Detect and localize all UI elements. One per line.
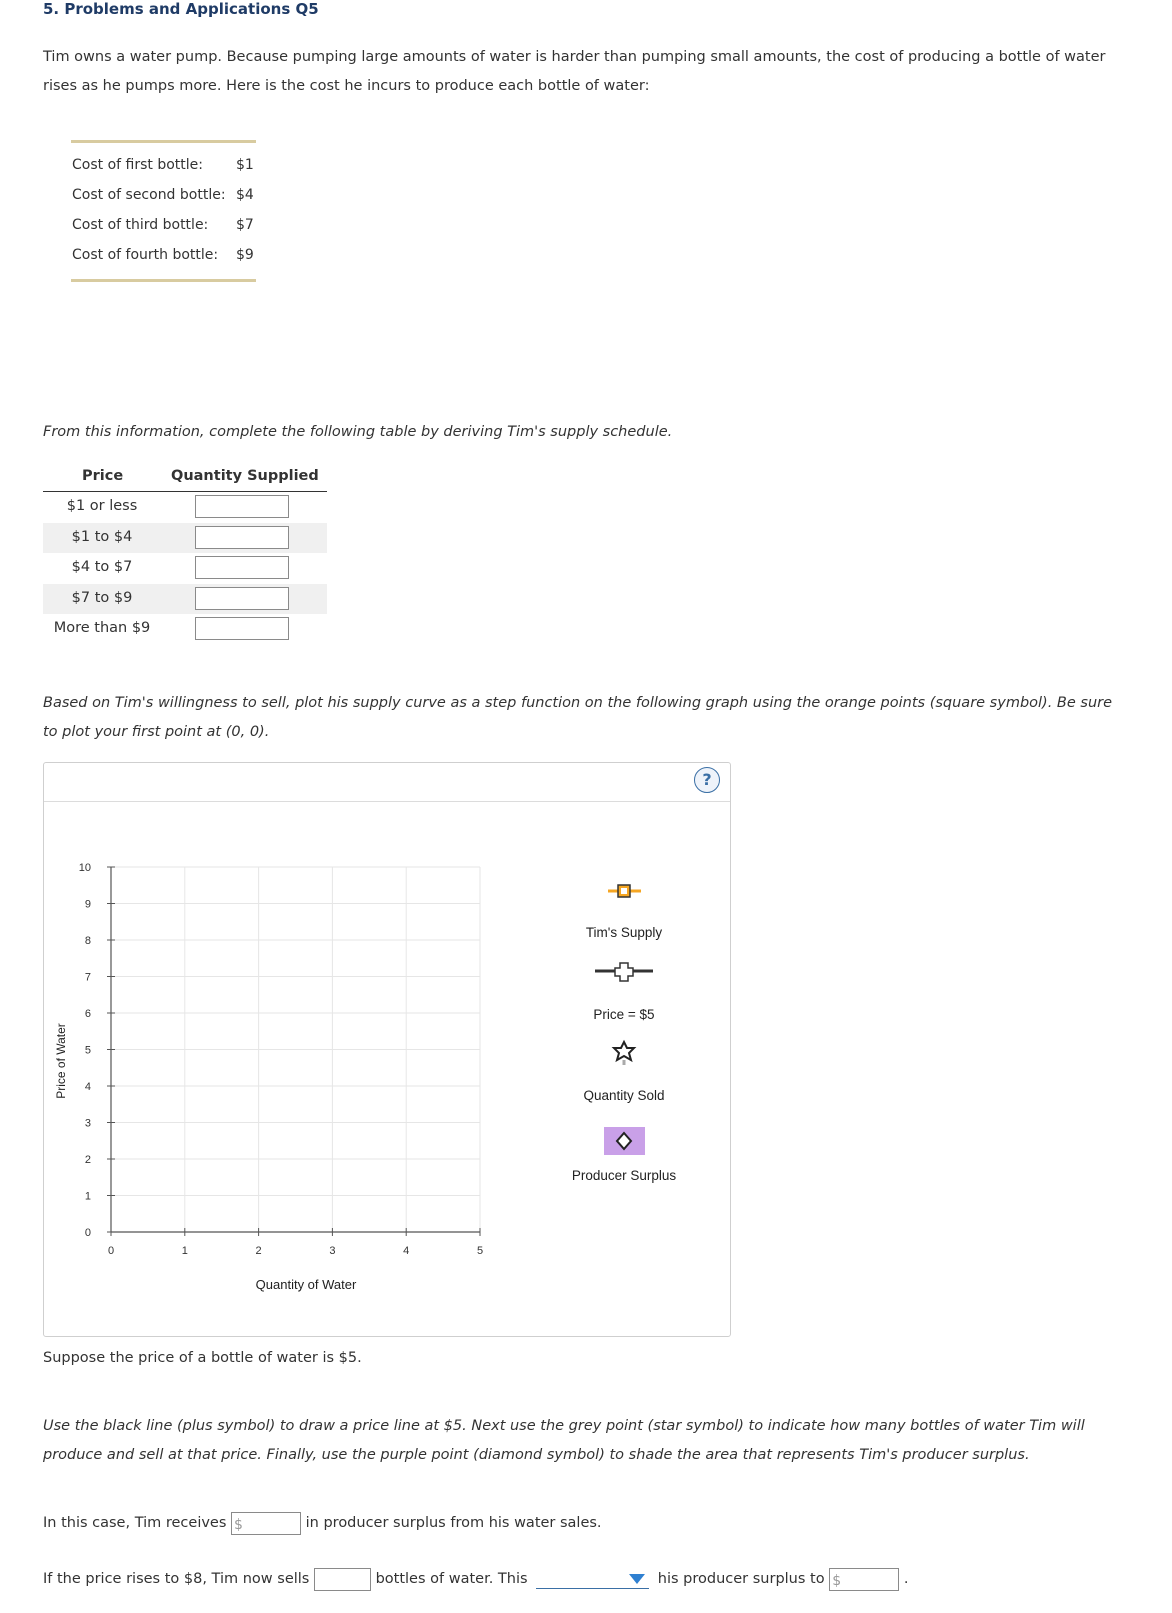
supply-legend-label: Tim's Supply [585, 925, 663, 940]
new-surplus-dollar-field[interactable] [829, 1566, 899, 1592]
y-tick-label: 5 [84, 1044, 91, 1057]
x-tick-label: 4 [403, 1245, 410, 1257]
price-range: $4 to $7 [71, 559, 133, 575]
quantity-input-1[interactable] [195, 495, 289, 518]
cost-value-4: $9 [236, 247, 254, 263]
x-tick-label: 0 [107, 1245, 115, 1257]
cost-value-2: $4 [236, 187, 254, 203]
y-tick-label: 8 [84, 935, 91, 947]
rises-middle-text: bottles of water. This [375, 1571, 528, 1587]
surplus-dollar-field[interactable] [231, 1510, 301, 1536]
price-range: More than $9 [53, 620, 151, 636]
x-tick-label: 2 [255, 1245, 262, 1257]
quantity-input-5[interactable] [195, 617, 289, 640]
y-tick-label: 3 [84, 1117, 91, 1130]
intro-text: Tim owns a water pump. Because pumping large amounts of water is harder than pumping small amounts, the cost of producing a bottle of water rises as he pumps more. Here is the cost he incurs to produce each bottle of water: [43, 49, 1106, 94]
price-range: $1 to $4 [71, 528, 133, 545]
receives-text: In this case, Tim receives [43, 1515, 227, 1531]
surplus-tool[interactable] [604, 1127, 645, 1155]
y-axis-label: Price of Water [54, 1023, 68, 1099]
page-title: 5. Problems and Applications Q5 [43, 0, 319, 18]
y-tick-label: 1 [84, 1190, 91, 1203]
period: . [903, 1571, 909, 1587]
x-axis-label: Quantity of Water [255, 1277, 357, 1292]
x-tick-label: 1 [181, 1245, 188, 1257]
quantity-input-4[interactable] [195, 587, 289, 610]
cost-table-top-rule [71, 140, 256, 143]
bottles-sold-input[interactable] [314, 1568, 371, 1591]
price-instruction: Use the black line (plus symbol) to draw a price line at $5. Next use the grey point (star symbol) to indicate how many bottles of water Tim will produce and sell at that price. Finally, use the purple point (diamond symbol) to shade the area that represents Tim's producer surplus. [43, 1418, 1085, 1463]
x-tick-label: 3 [329, 1245, 336, 1257]
change-dropdown[interactable] [536, 1570, 649, 1589]
y-tick-label: 10 [78, 862, 91, 874]
dollar-sign: $ [832, 1573, 842, 1589]
caret-down-icon [629, 1574, 645, 1584]
suppose-text: Suppose the price of a bottle of water is $5. [43, 1350, 362, 1366]
quantity-column-header: Quantity Supplied [171, 468, 319, 484]
supply-schedule-table [43, 461, 327, 645]
rises-after-text: his producer surplus to [657, 1571, 825, 1587]
supply-graph[interactable] [44, 763, 730, 1336]
price-line-tool[interactable] [595, 963, 653, 981]
receives-text-end: in producer surplus from his water sales. [305, 1515, 602, 1531]
producer-surplus-question [43, 1510, 1123, 1536]
square-icon-inner [621, 888, 627, 894]
schedule-row [43, 584, 327, 615]
y-tick-label: 4 [84, 1081, 91, 1093]
cost-label-2: Cost of second bottle: [72, 187, 226, 203]
x-tick-label: 5 [476, 1245, 484, 1257]
supply-tool[interactable] [608, 885, 641, 897]
schedule-row [43, 614, 327, 645]
dollar-sign: $ [234, 1517, 243, 1533]
rises-text: If the price rises to $8, Tim now sells [43, 1571, 310, 1587]
y-tick-label: 2 [84, 1154, 91, 1166]
cost-value-1: $1 [236, 157, 254, 173]
schedule-row [43, 553, 327, 584]
y-tick-label: 7 [84, 971, 91, 984]
cost-label-1: Cost of first bottle: [72, 157, 203, 173]
schedule-instruction: From this information, complete the following table by deriving Tim's supply schedule. [43, 424, 673, 440]
surplus-legend-label: Producer Surplus [571, 1168, 677, 1183]
graph-grid [111, 867, 480, 1232]
star-icon [614, 1042, 634, 1060]
schedule-row [43, 523, 327, 554]
cost-label-3: Cost of third bottle: [72, 217, 209, 233]
price-column-header: Price [82, 468, 124, 484]
cost-table-bottom-rule [71, 279, 256, 282]
price-range: $1 or less [66, 498, 138, 514]
schedule-header [43, 461, 327, 492]
help-icon[interactable]: ? [694, 767, 720, 793]
quantity-input-3[interactable] [195, 556, 289, 579]
cost-label-4: Cost of fourth bottle: [72, 247, 219, 263]
price-legend-label: Price = $5 [593, 1007, 655, 1022]
y-tick-label: 6 [84, 1008, 91, 1020]
quantity-tool[interactable] [614, 1042, 634, 1065]
price-range: $7 to $9 [71, 589, 133, 606]
price-rise-question [43, 1566, 1123, 1592]
quantity-input-2[interactable] [195, 526, 289, 549]
y-tick-label: 0 [84, 1227, 91, 1239]
graph-ticks [79, 862, 483, 1257]
cost-value-3: $7 [236, 217, 254, 233]
plus-icon [615, 963, 633, 981]
graph-instruction: Based on Tim's willingness to sell, plot his supply curve as a step function on the following graph using the orange points (square symbol). Be sure to plot your first point at (0, 0). [43, 695, 1113, 740]
y-tick-label: 9 [84, 898, 91, 911]
quantity-legend-label: Quantity Sold [583, 1088, 665, 1103]
graph-panel [43, 762, 731, 1337]
schedule-row [43, 492, 327, 523]
